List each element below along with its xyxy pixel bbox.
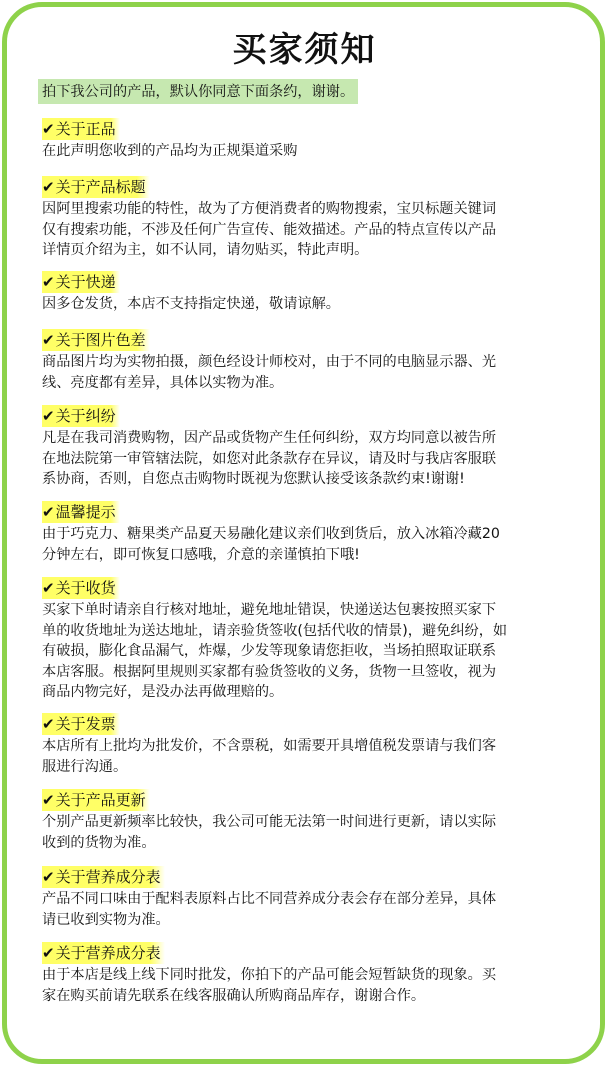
checkmark-icon: ✔ <box>42 715 55 733</box>
checkmark-icon: ✔ <box>42 120 55 138</box>
section-body <box>42 600 562 703</box>
section-body-line: 在地法院第一审管辖法院，如您对此条款存在异议，请及时与我店客服联 <box>42 450 497 467</box>
section-heading <box>42 176 150 198</box>
checkmark-icon: ✔ <box>42 273 55 291</box>
section-heading <box>42 405 120 427</box>
section-body-line: 商品内物完好，是没办法再做理赔的。 <box>42 684 284 700</box>
section-heading-label: 关于营养成分表 <box>55 944 161 962</box>
checkmark-icon: ✔ <box>42 407 55 425</box>
notice-section <box>42 176 562 261</box>
section-body-line: 凡是在我司消费购物，因产品或货物产生任何纠纷，双方均同意以被告所 <box>42 430 497 446</box>
section-heading <box>42 501 120 523</box>
section-body-line: 系协商，否则，自您点击购物时既视为您默认接受该条款约束!谢谢! <box>42 471 465 487</box>
section-body-line: 家在购买前请先联系在线客服确认所购商品库存，谢谢合作。 <box>42 987 426 1004</box>
intro-banner: 拍下我公司的产品，默认你同意下面条约，谢谢。 <box>38 79 358 104</box>
section-body <box>42 889 562 930</box>
section-body <box>42 524 562 565</box>
section-heading <box>42 942 165 964</box>
checkmark-icon: ✔ <box>42 178 55 196</box>
section-body-line: 由于本店是线上线下同时批发，你拍下的产品可能会短暂缺货的现象。买 <box>42 967 497 983</box>
section-body-line: 因多仓发货，本店不支持指定快递，敬请谅解。 <box>42 296 340 312</box>
section-body <box>42 812 562 853</box>
section-heading <box>42 789 150 811</box>
section-body <box>42 352 562 393</box>
section-heading-label: 关于收货 <box>55 579 116 597</box>
section-body-line: 买家下单时请亲自行核对地址，避免地址错误，快递送达包裹按照买家下 <box>42 602 497 618</box>
notice-section <box>42 329 562 393</box>
section-body-line: 有破损，膨化食品漏气，炸爆，少发等现象请您拒收，当场拍照取证联系 <box>42 643 497 659</box>
section-body-line: 个别产品更新频率比较快，我公司可能无法第一时间进行更新，请以实际 <box>42 814 497 830</box>
notice-section <box>42 271 562 315</box>
section-body <box>42 428 562 490</box>
notice-section <box>42 118 562 162</box>
section-body-line: 因阿里搜索功能的特性，故为了方便消费者的购物搜索，宝贝标题关键词 <box>42 201 497 217</box>
section-heading <box>42 713 120 735</box>
notice-section <box>42 942 562 1006</box>
section-body-line: 服进行沟通。 <box>42 758 128 775</box>
section-body-line: 本店客服。根据阿里规则买家都有验货签收的义务，货物一旦签收，视为 <box>42 663 497 680</box>
section-heading <box>42 866 165 888</box>
section-body-line: 请已收到实物为准。 <box>42 911 170 928</box>
checkmark-icon: ✔ <box>42 579 55 597</box>
page-title: 买家须知 <box>232 30 377 70</box>
section-heading-label: 关于正品 <box>55 120 116 138</box>
section-body-line: 分钟左右，即可恢复口感哦，介意的亲谨慎拍下哦! <box>42 546 360 563</box>
section-body-line: 单的收货地址为送达地址，请亲验货签收(包括代收的情景)，避免纠纷，如 <box>42 622 508 639</box>
notice-section <box>42 866 562 930</box>
notice-section <box>42 577 562 703</box>
checkmark-icon: ✔ <box>42 791 55 809</box>
section-heading-label: 关于产品更新 <box>55 791 146 809</box>
section-heading-label: 温馨提示 <box>55 503 116 521</box>
notice-section <box>42 501 562 565</box>
section-heading-label: 关于营养成分表 <box>55 868 161 886</box>
notice-section <box>42 405 562 490</box>
checkmark-icon: ✔ <box>42 868 55 886</box>
section-body <box>42 141 562 162</box>
section-heading <box>42 118 120 140</box>
section-body-line: 线、亮度都有差异，具体以实物为准。 <box>42 374 284 391</box>
section-body-line: 仅有搜索功能，不涉及任何广告宣传、能效描述。产品的特点宣传以产品 <box>42 221 497 238</box>
checkmark-icon: ✔ <box>42 944 55 962</box>
notice-section <box>42 713 562 777</box>
section-body-line: 由于巧克力、糖果类产品夏天易融化建议亲们收到货后，放入冰箱冷藏20 <box>42 526 500 542</box>
section-body-line: 本店所有上批均为批发价，不含票税，如需要开具增值税发票请与我们客 <box>42 738 497 754</box>
section-heading-label: 关于纠纷 <box>55 407 116 425</box>
section-body-line: 产品不同口味由于配料表原料占比不同营养成分表会存在部分差异，具体 <box>42 891 497 907</box>
section-heading <box>42 271 120 293</box>
section-heading-label: 关于发票 <box>55 715 116 733</box>
section-body-line: 收到的货物为准。 <box>42 834 156 851</box>
section-heading <box>42 577 120 599</box>
section-body-line: 在此声明您收到的产品均为正规渠道采购 <box>42 143 298 159</box>
notice-section <box>42 789 562 853</box>
section-body-line: 详情页介绍为主，如不认同，请勿贴买，特此声明。 <box>42 242 369 258</box>
checkmark-icon: ✔ <box>42 503 55 521</box>
section-heading-label: 关于快递 <box>55 273 116 291</box>
section-body <box>42 199 562 261</box>
section-heading-label: 关于图片色差 <box>55 331 146 349</box>
section-body <box>42 294 562 315</box>
section-heading <box>42 329 150 351</box>
section-body <box>42 965 562 1006</box>
checkmark-icon: ✔ <box>42 331 55 349</box>
section-body-line: 商品图片均为实物拍摄，颜色经设计师校对，由于不同的电脑显示器、光 <box>42 354 497 370</box>
section-body <box>42 736 562 777</box>
section-heading-label: 关于产品标题 <box>55 178 146 196</box>
